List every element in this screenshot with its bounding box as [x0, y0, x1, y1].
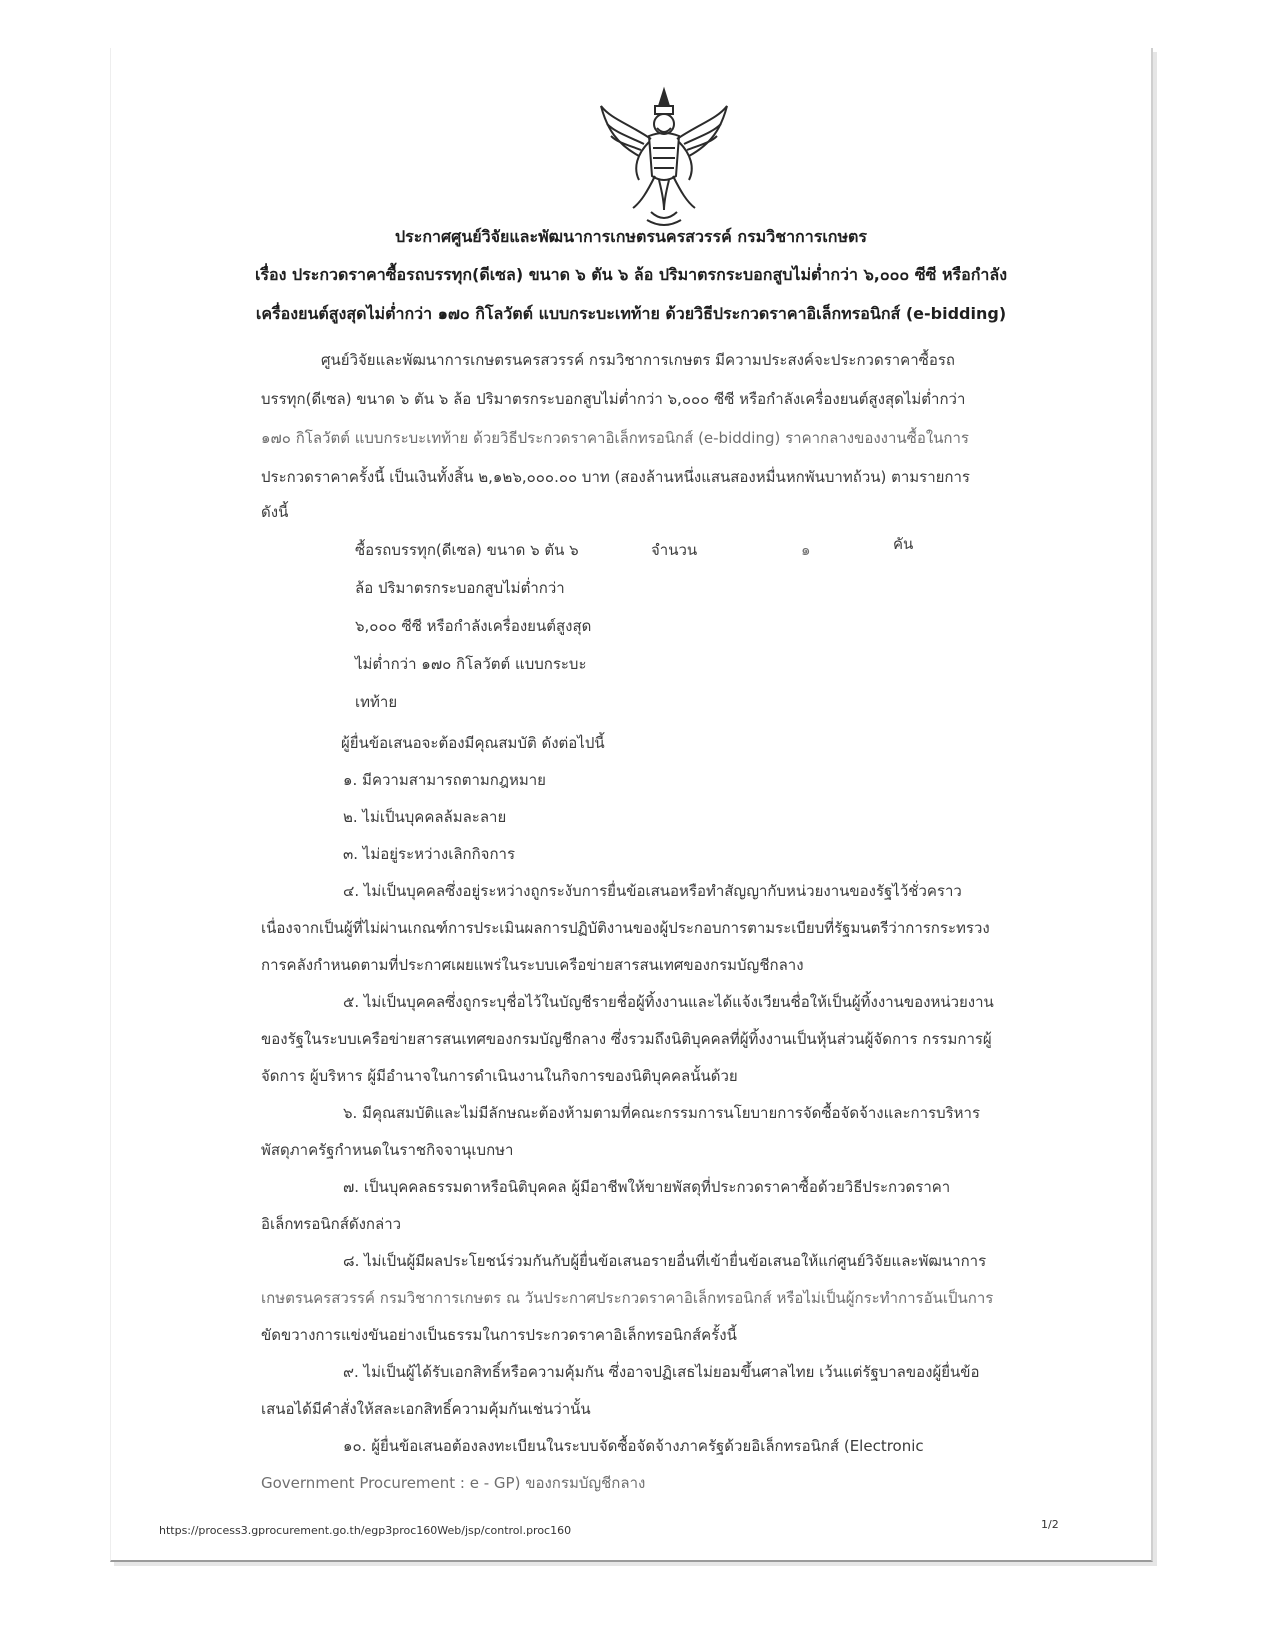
announcement-subject-line-2: เครื่องยนต์สูงสุดไม่ต่ำกว่า ๑๗๐ กิโลวัตต์ แบบกระบะเทท้าย ด้วยวิธีประกวดราคาอิเล็กทรอนิกส์ (e-bidding)	[255, 304, 1007, 323]
qualification-line: อิเล็กทรอนิกส์ดังกล่าว	[261, 1215, 402, 1233]
qualification-line: พัสดุภาครัฐกำหนดในราชกิจจานุเบกษา	[261, 1141, 514, 1159]
intro-line: ๑๗๐ กิโลวัตต์ แบบกระบะเทท้าย ด้วยวิธีประกวดราคาอิเล็กทรอนิกส์ (e-bidding) ราคากลางของงานซื้อในการ	[261, 429, 969, 447]
qualification-line: ๕. ไม่เป็นบุคคลซึ่งถูกระบุชื่อไว้ในบัญชีรายชื่อผู้ทิ้งงานและได้แจ้งเวียนชื่อให้เป็นผู้ทิ้งงานของหน่วยงาน	[343, 993, 994, 1011]
qualification-line: ๙. ไม่เป็นผู้ได้รับเอกสิทธิ์หรือความคุ้มกัน ซึ่งอาจปฏิเสธไม่ยอมขึ้นศาลไทย เว้นแต่รัฐบาลของผู้ยื่นข้อ	[343, 1363, 980, 1381]
qualification-line: ๒. ไม่เป็นบุคคลล้มละลาย	[343, 808, 507, 826]
item-description-line: ไม่ต่ำกว่า ๑๗๐ กิโลวัตต์ แบบกระบะ	[355, 655, 587, 673]
qualification-line: Government Procurement : e - GP) ของกรมบัญชีกลาง	[261, 1474, 646, 1492]
announcement-subject-line-1: เรื่อง ประกวดราคาซื้อรถบรรทุก(ดีเซล) ขนาด ๖ ตัน ๖ ล้อ ปริมาตรกระบอกสูบไม่ต่ำกว่า ๖,๐๐๐ ซีซี หรือกำลัง	[254, 265, 1008, 284]
document-page	[110, 48, 1153, 1562]
qualification-line: ๔. ไม่เป็นบุคคลซึ่งอยู่ระหว่างถูกระงับการยื่นข้อเสนอหรือทำสัญญากับหน่วยงานของรัฐไว้ชั่วคราว	[343, 882, 962, 900]
intro-line: ดังนี้	[261, 503, 289, 521]
qualification-line: ๑๐. ผู้ยื่นข้อเสนอต้องลงทะเบียนในระบบจัดซื้อจัดจ้างภาครัฐด้วยอิเล็กทรอนิกส์ (Electronic	[343, 1437, 924, 1455]
item-description-line: ล้อ ปริมาตรกระบอกสูบไม่ต่ำกว่า	[355, 579, 565, 597]
qualification-line: การคลังกำหนดตามที่ประกาศเผยแพร่ในระบบเครือข่ายสารสนเทศของกรมบัญชีกลาง	[261, 956, 804, 974]
qualification-line: ๘. ไม่เป็นผู้มีผลประโยชน์ร่วมกันกับผู้ยื่นข้อเสนอรายอื่นที่เข้ายื่นข้อเสนอให้แก่ศูนย์วิจัยและพัฒนาการ	[343, 1252, 987, 1270]
qualification-line: ๗. เป็นบุคคลธรรมดาหรือนิติบุคคล ผู้มีอาชีพให้ขายพัสดุที่ประกวดราคาซื้อด้วยวิธีประกวดราคา	[343, 1178, 951, 1196]
qualification-line: จัดการ ผู้บริหาร ผู้มีอำนาจในการดำเนินงานในกิจการของนิติบุคคลนั้นด้วย	[261, 1067, 738, 1085]
item-quantity-label: จำนวน	[651, 541, 698, 559]
item-description-line: ๖,๐๐๐ ซีซี หรือกำลังเครื่องยนต์สูงสุด	[355, 617, 592, 635]
qualification-line: เสนอได้มีคำสั่งให้สละเอกสิทธิ์ความคุ้มกันเช่นว่านั้น	[261, 1400, 591, 1418]
intro-line: บรรทุก(ดีเซล) ขนาด ๖ ตัน ๖ ล้อ ปริมาตรกระบอกสูบไม่ต่ำกว่า ๖,๐๐๐ ซีซี หรือกำลังเครื่องยนต์สูงสุดไม่ต่ำกว่า	[261, 390, 966, 408]
intro-line: ศูนย์วิจัยและพัฒนาการเกษตรนครสวรรค์ กรมวิชาการเกษตร มีความประสงค์จะประกวดราคาซื้อรถ	[321, 351, 955, 369]
qualification-line: ๑. มีความสามารถตามกฎหมาย	[343, 771, 546, 789]
qualification-line: ๖. มีคุณสมบัติและไม่มีลักษณะต้องห้ามตามที่คณะกรรมการนโยบายการจัดซื้อจัดจ้างและการบริหาร	[343, 1104, 981, 1122]
item-description-line: เทท้าย	[355, 693, 398, 711]
item-unit: คัน	[893, 535, 914, 553]
item-description-line: ซื้อรถบรรทุก(ดีเซล) ขนาด ๖ ตัน ๖	[355, 541, 579, 559]
qualification-line: เนื่องจากเป็นผู้ที่ไม่ผ่านเกณฑ์การประเมินผลการปฏิบัติงานของผู้ประกอบการตามระเบียบที่รัฐมนตรีว่าการกระทรวง	[261, 919, 990, 937]
qualification-line: ๓. ไม่อยู่ระหว่างเลิกกิจการ	[343, 845, 516, 863]
announcement-title: ประกาศศูนย์วิจัยและพัฒนาการเกษตรนครสวรรค์ กรมวิชาการเกษตร	[394, 227, 867, 246]
qualifications-heading: ผู้ยื่นข้อเสนอจะต้องมีคุณสมบัติ ดังต่อไปนี้	[341, 734, 605, 752]
page-number: 1/2	[1041, 1518, 1059, 1531]
item-quantity-value: ๑	[801, 541, 811, 559]
garuda-emblem-icon	[589, 84, 739, 234]
footer-url: https://process3.gprocurement.go.th/egp3proc160Web/jsp/control.proc160	[159, 1524, 572, 1537]
intro-line: ประกวดราคาครั้งนี้ เป็นเงินทั้งสิ้น ๒,๑๒๖,๐๐๐.๐๐ บาท (สองล้านหนึ่งแสนสองหมื่นหกพันบาทถ้วน) ตามรายการ	[261, 468, 970, 486]
qualification-line: เกษตรนครสวรรค์ กรมวิชาการเกษตร ณ วันประกาศประกวดราคาอิเล็กทรอนิกส์ หรือไม่เป็นผู้กระทำการอันเป็นการ	[261, 1289, 994, 1307]
qualification-line: ของรัฐในระบบเครือข่ายสารสนเทศของกรมบัญชีกลาง ซึ่งรวมถึงนิติบุคคลที่ผู้ทิ้งงานเป็นหุ้นส่วนผู้จัดการ กรรมการผู้	[261, 1030, 992, 1048]
qualification-line: ขัดขวางการแข่งขันอย่างเป็นธรรมในการประกวดราคาอิเล็กทรอนิกส์ครั้งนี้	[261, 1326, 737, 1344]
